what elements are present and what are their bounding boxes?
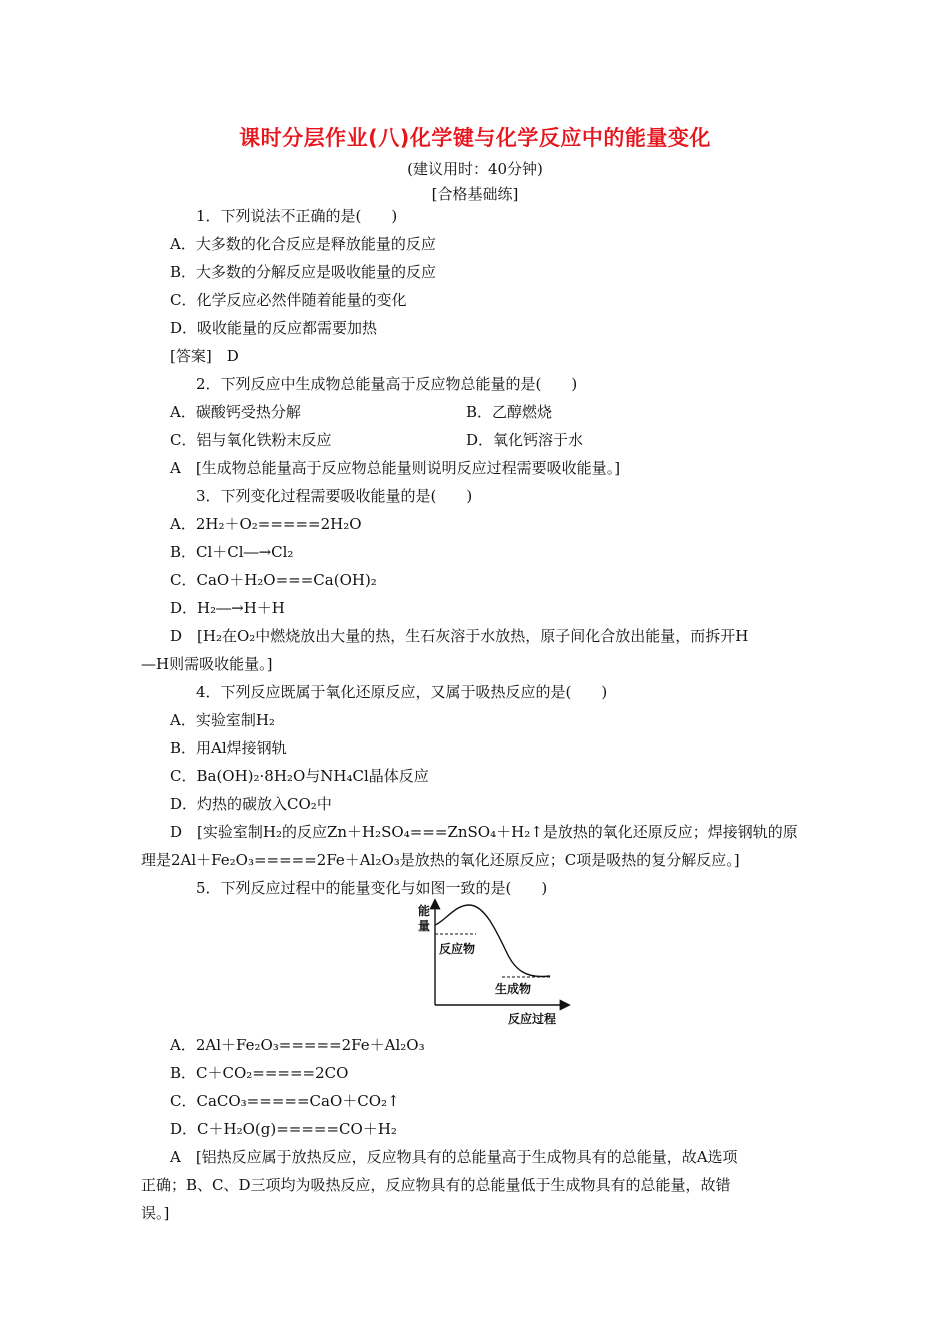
q4-answer-line-2: 理是2Al＋Fe₂O₃=====2Fe＋Al₂O₃是放热的氧化还原反应；C项是吸热的复分解反应。]	[141, 851, 740, 869]
q5-option-d: D．C＋H₂O(g)=====CO＋H₂	[170, 1120, 397, 1138]
time-hint: (建议用时：40分钟)	[407, 160, 543, 178]
q2-option-b: B．乙醇燃烧	[466, 403, 553, 421]
page-title: 课时分层作业(八)化学键与化学反应中的能量变化	[239, 126, 711, 150]
q4-option-a: A．实验室制H₂	[170, 711, 275, 729]
q3-option-b: B．Cl＋Cl―→Cl₂	[170, 543, 294, 561]
y-axis-label-2: 量	[418, 919, 431, 933]
q4-answer-line-1: D [实验室制H₂的反应Zn＋H₂SO₄===ZnSO₄＋H₂↑是放热的氧化还原反应；焊接钢轨的原	[170, 823, 798, 841]
q3-option-a: A．2H₂＋O₂=====2H₂O	[170, 515, 362, 533]
energy-diagram	[410, 893, 580, 1033]
q3-answer-line-2: —H则需吸收能量。]	[141, 655, 273, 673]
q1-option-a: A．大多数的化合反应是释放能量的反应	[170, 235, 436, 253]
q2-option-d: D．氧化钙溶于水	[466, 431, 584, 449]
q2-answer: A [生成物总能量高于反应物总能量则说明反应过程需要吸收能量。]	[170, 459, 621, 477]
q5-option-c: C．CaCO₃=====CaO＋CO₂↑	[170, 1092, 400, 1110]
q1-option-b: B．大多数的分解反应是吸收能量的反应	[170, 263, 437, 281]
y-axis-label-1: 能	[418, 904, 431, 918]
q4-stem: 4．下列反应既属于氧化还原反应，又属于吸热反应的是( )	[196, 683, 608, 701]
q5-option-b: B．C＋CO₂=====2CO	[170, 1064, 349, 1082]
q2-option-a: A．碳酸钙受热分解	[170, 403, 301, 421]
q1-stem: 1．下列说法不正确的是( )	[196, 207, 398, 225]
q4-option-b: B．用Al焊接钢轨	[170, 739, 287, 757]
energy-curve	[435, 905, 550, 977]
q3-answer-line-1: D [H₂在O₂中燃烧放出大量的热，生石灰溶于水放热，原子间化合放出能量，而拆开H	[170, 627, 749, 645]
x-axis-label: 反应过程	[508, 1012, 557, 1026]
q1-answer: [答案] D	[170, 347, 239, 365]
q3-option-c: C．CaO＋H₂O===Ca(OH)₂	[170, 571, 377, 589]
q5-stem: 5．下列反应过程中的能量变化与如图一致的是( )	[196, 879, 548, 897]
section-heading: [合格基础练]	[431, 185, 519, 203]
q2-stem: 2．下列反应中生成物总能量高于反应物总能量的是( )	[196, 375, 578, 393]
q5-answer-line-1: A [铝热反应属于放热反应，反应物具有的总能量高于生成物具有的总能量，故A选项	[170, 1148, 738, 1166]
q5-answer-line-3: 误。]	[141, 1204, 170, 1222]
q4-option-c: C．Ba(OH)₂·8H₂O与NH₄Cl晶体反应	[170, 767, 429, 785]
q3-stem: 3．下列变化过程需要吸收能量的是( )	[196, 487, 473, 505]
q5-option-a: A．2Al＋Fe₂O₃=====2Fe＋Al₂O₃	[170, 1036, 425, 1054]
q1-option-c: C．化学反应必然伴随着能量的变化	[170, 291, 407, 309]
q3-option-d: D．H₂―→H＋H	[170, 599, 285, 617]
q4-option-d: D．灼热的碳放入CO₂中	[170, 795, 332, 813]
product-label: 生成物	[495, 982, 532, 996]
q5-answer-line-2: 正确；B、C、D三项均为吸热反应，反应物具有的总能量低于生成物具有的总能量，故错	[141, 1176, 731, 1194]
q1-option-d: D．吸收能量的反应都需要加热	[170, 319, 378, 337]
q2-option-c: C．铝与氧化铁粉末反应	[170, 431, 332, 449]
reactant-label: 反应物	[439, 942, 476, 956]
